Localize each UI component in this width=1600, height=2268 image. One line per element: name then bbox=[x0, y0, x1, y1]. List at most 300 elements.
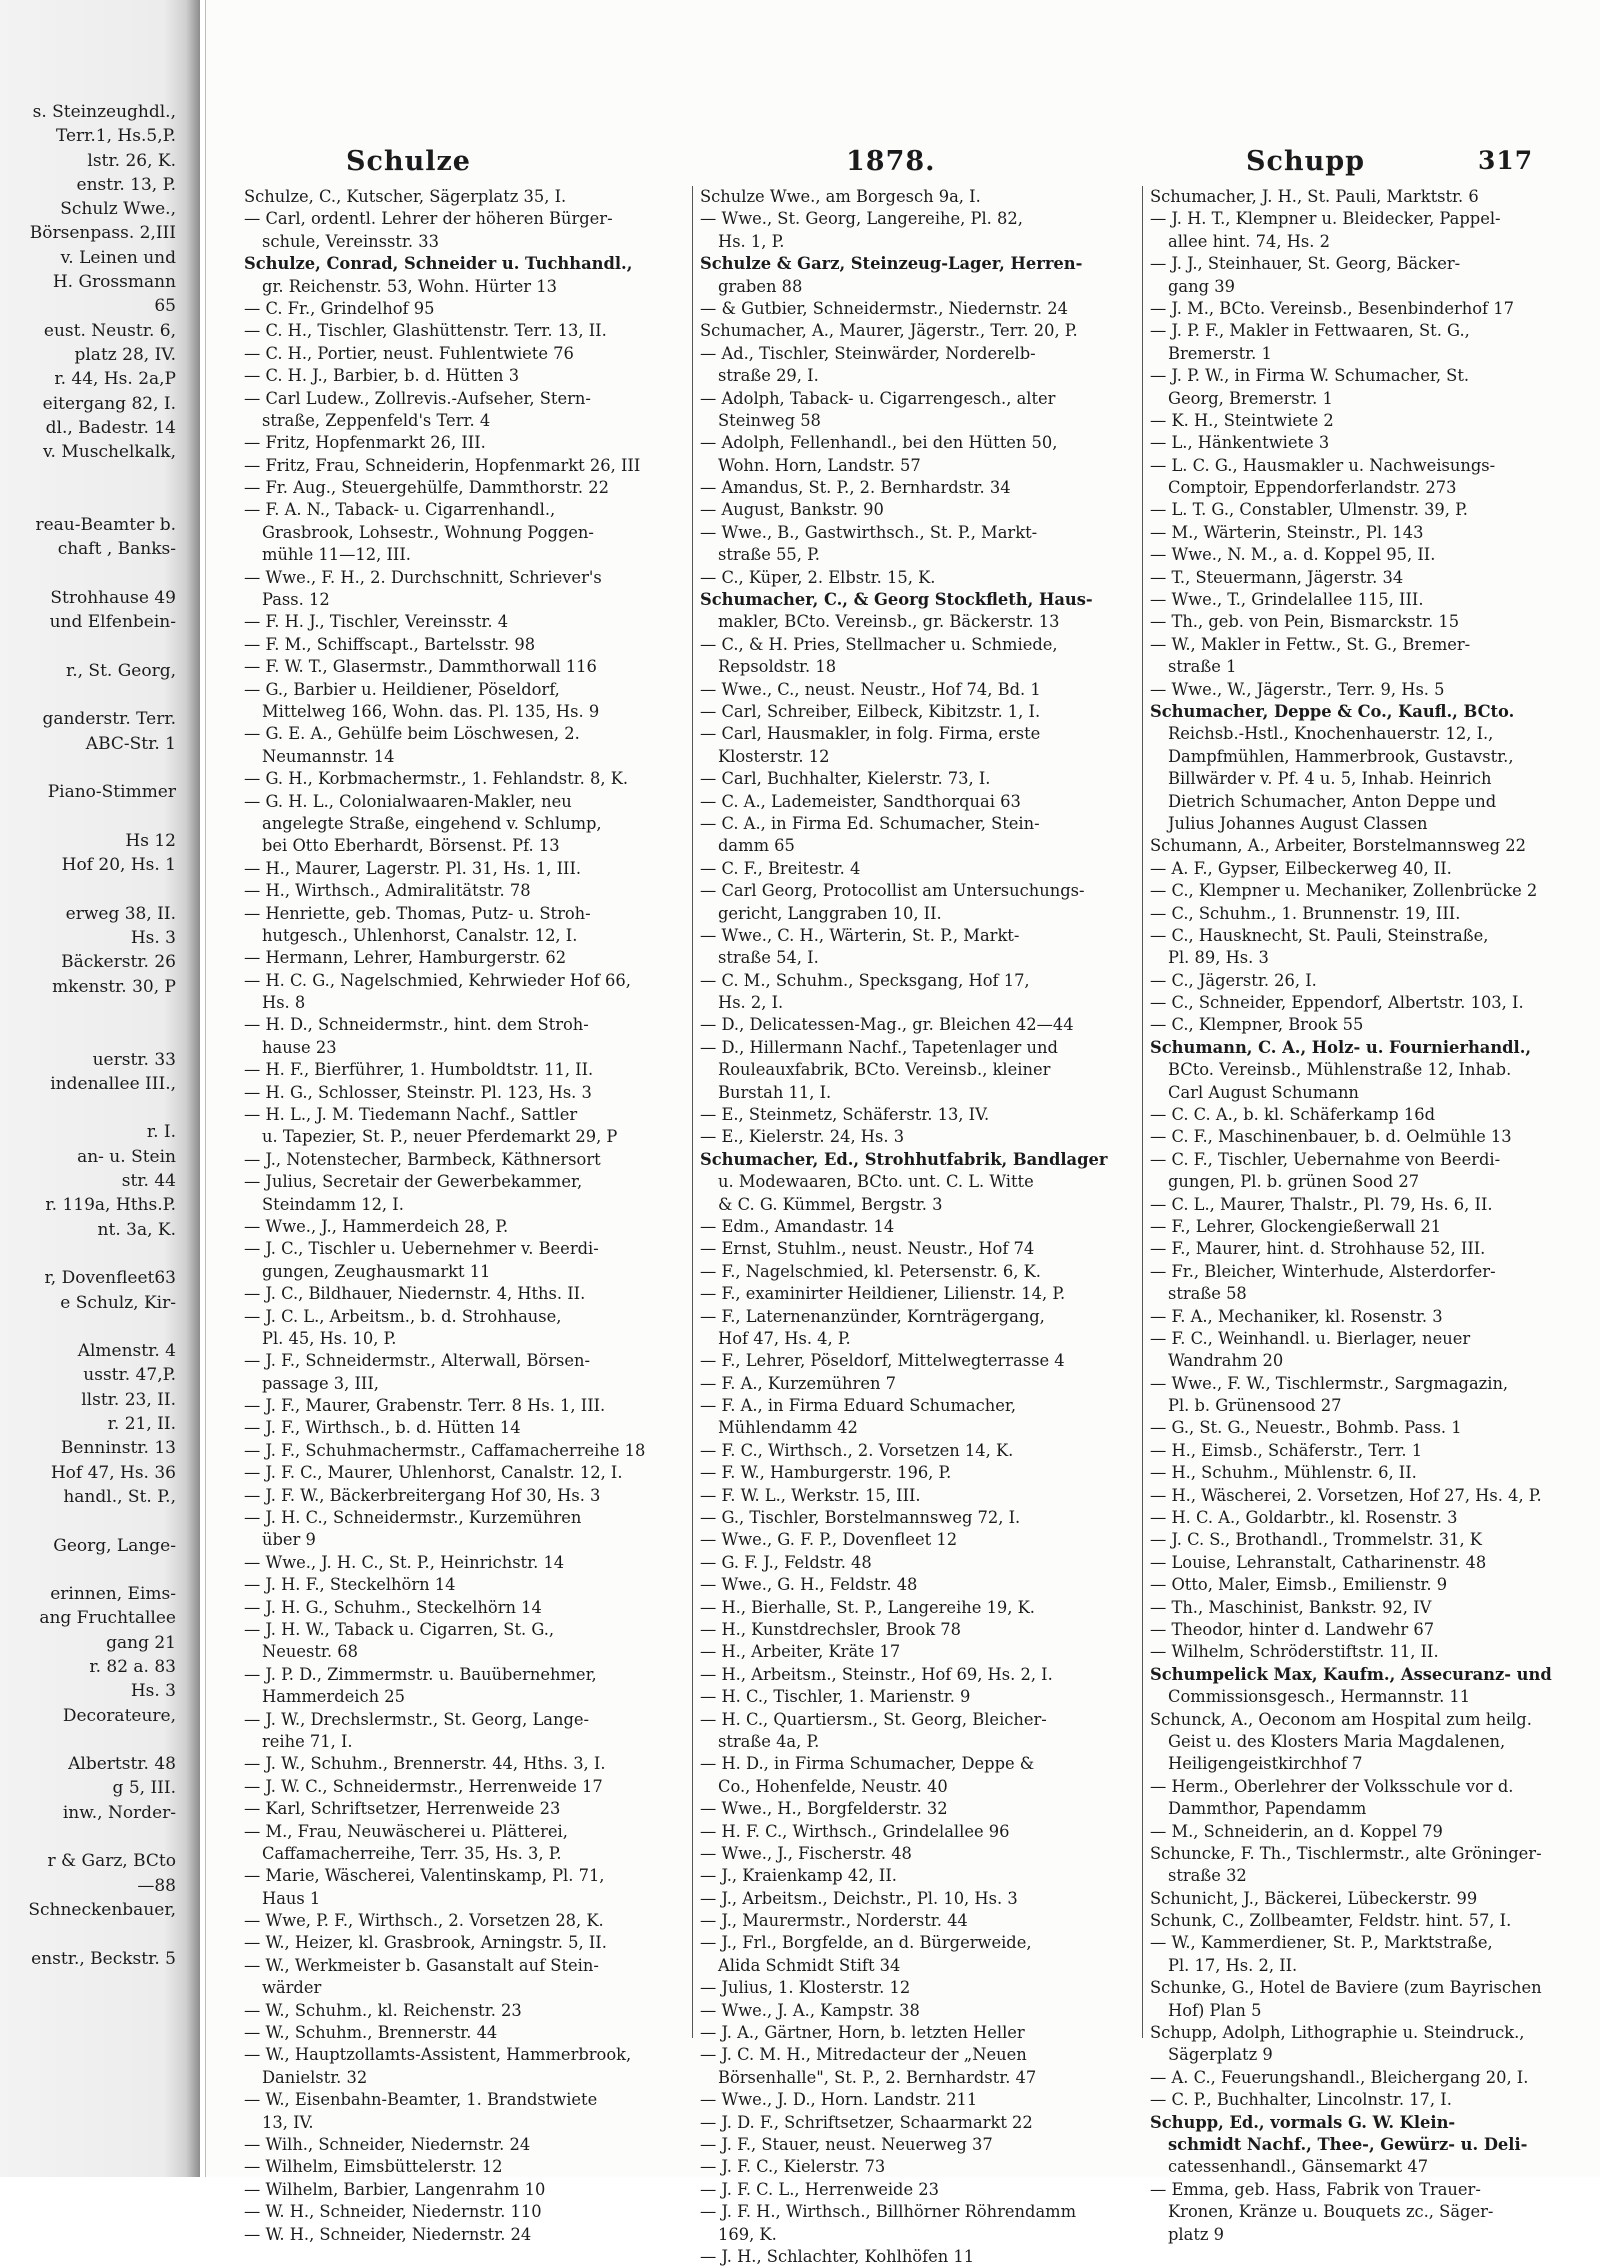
directory-entry-line: — F. A., in Firma Eduard Schumacher, bbox=[700, 1396, 1017, 1416]
left-page-fragment: Piano-Stimmer bbox=[47, 782, 176, 803]
left-page-fragment: enstr. 13, P. bbox=[76, 174, 176, 195]
directory-entry-line: — C. H., Portier, neust. Fuhlentwiete 76 bbox=[244, 343, 574, 363]
left-page-fragment bbox=[0, 464, 186, 488]
directory-entry-line: straße 58 bbox=[1168, 1284, 1247, 1304]
directory-entry-line: — F., Maurer, hint. d. Strohhause 52, III. bbox=[1150, 1239, 1486, 1259]
column-rule bbox=[1142, 186, 1143, 2038]
directory-entry-line: Börsenhalle", St. P., 2. Bernhardstr. 47 bbox=[718, 2067, 1037, 2087]
directory-entry-line: Reichsb.-Hstl., Knochenhauerstr. 12, I., bbox=[1168, 724, 1494, 744]
left-page-fragment: Benninstr. 13 bbox=[60, 1438, 176, 1459]
directory-entry-line: — J. H., Schlachter, Kohlhöfen 11 bbox=[700, 2246, 975, 2266]
directory-entry-line: Carl August Schumann bbox=[1168, 1082, 1359, 1102]
directory-entry-line: — G. H., Korbmachermstr., 1. Fehlandstr. 8, K. bbox=[244, 769, 629, 789]
directory-entry-line: — Ernst, Stuhlm., neust. Neustr., Hof 74 bbox=[700, 1239, 1035, 1259]
directory-entry-line: Alida Schmidt Stift 34 bbox=[718, 1955, 901, 1975]
directory-entry-line: — H., Bierhalle, St. P., Langereihe 19, K. bbox=[700, 1597, 1035, 1617]
directory-entry-line: — J. C. M. H., Mitredacteur der „Neuen bbox=[700, 2045, 1027, 2065]
directory-entry-line: Schumann, A., Arbeiter, Borstelmannsweg 22 bbox=[1150, 836, 1526, 856]
directory-entry-line: Steindamm 12, I. bbox=[262, 1194, 404, 1214]
left-page-fragment: Hs 12 bbox=[125, 830, 176, 851]
directory-entry-line: — W., Kammerdiener, St. P., Marktstraße, bbox=[1150, 1933, 1493, 1953]
directory-entry-line: — M., Schneiderin, an d. Koppel 79 bbox=[1150, 1821, 1443, 1841]
directory-entry-line: Kronen, Kränze u. Bouquets zc., Säger- bbox=[1168, 2202, 1494, 2222]
left-page-fragment: und Elfenbein- bbox=[49, 612, 176, 633]
directory-entry-line: — C., Küper, 2. Elbstr. 15, K. bbox=[700, 567, 936, 587]
directory-entry-line: — H., Wirthsch., Admiralitätstr. 78 bbox=[244, 881, 531, 901]
directory-entry-line: Mühlendamm 42 bbox=[718, 1418, 858, 1438]
directory-entry-line: — C., Klempner, Brook 55 bbox=[1150, 1015, 1364, 1035]
directory-entry-line: — H. C. A., Goldarbtr., kl. Rosenstr. 3 bbox=[1150, 1508, 1458, 1528]
directory-entry-line: — J. C. L., Arbeitsm., b. d. Strohhause, bbox=[244, 1306, 562, 1326]
directory-entry-line: — Fritz, Frau, Schneiderin, Hopfenmarkt 26, III bbox=[244, 455, 641, 475]
left-page-fragment bbox=[0, 1096, 186, 1120]
directory-entry-line: straße 55, P. bbox=[718, 545, 820, 565]
directory-entry-line: Schumacher, J. H., St. Pauli, Marktstr. 6 bbox=[1150, 187, 1479, 206]
directory-entry-line: — Fr., Bleicher, Winterhude, Alsterdorfer- bbox=[1150, 1261, 1496, 1281]
directory-entry-line: Klosterstr. 12 bbox=[718, 746, 830, 766]
directory-entry-line: — J. F., Wirthsch., b. d. Hütten 14 bbox=[244, 1418, 521, 1438]
directory-entry-line: Schumann, C. A., Holz- u. Fournierhandl., bbox=[1150, 1037, 1532, 1057]
directory-entry-line: — Wwe., J., Fischerstr. 48 bbox=[700, 1843, 912, 1863]
directory-entry-line: — Wwe., T., Grindelallee 115, III. bbox=[1150, 590, 1424, 610]
directory-entry-line: u. Modewaaren, BCto. unt. C. L. Witte bbox=[718, 1172, 1034, 1192]
left-page-fragment: ABC-Str. 1 bbox=[85, 733, 176, 754]
directory-entry-line: — Wwe., B., Gastwirthsch., St. P., Markt- bbox=[700, 522, 1038, 542]
directory-entry-line: — J. F. C., Maurer, Uhlenhorst, Canalstr. 12, I. bbox=[244, 1463, 623, 1483]
directory-entry-line: — J. P. F., Makler in Fettwaaren, St. G., bbox=[1150, 321, 1470, 341]
directory-entry-line: — Wwe., G. F. P., Dovenfleet 12 bbox=[700, 1530, 958, 1550]
left-page-fragment: Schneckenbauer, bbox=[28, 1899, 176, 1920]
directory-entry-line: — H., Eimsb., Schäferstr., Terr. 1 bbox=[1150, 1440, 1423, 1460]
directory-entry-line: — Th., geb. von Pein, Bismarckstr. 15 bbox=[1150, 612, 1460, 632]
directory-entry-line: — & Gutbier, Schneidermstr., Niedernstr. 24 bbox=[700, 298, 1068, 318]
directory-entry-line: — J. J., Steinhauer, St. Georg, Bäcker- bbox=[1150, 254, 1461, 274]
directory-entry-line: Burstah 11, I. bbox=[718, 1082, 832, 1102]
directory-entry-line: — H., Arbeiter, Kräte 17 bbox=[700, 1642, 901, 1662]
directory-entry-line: Schunk, C., Zollbeamter, Feldstr. hint. 57, I. bbox=[1150, 1911, 1512, 1931]
left-page-fragment: 65 bbox=[154, 296, 176, 317]
directory-entry-line: — J. F., Stauer, neust. Neuerweg 37 bbox=[700, 2134, 993, 2154]
directory-entry-line: — J. M., BCto. Vereinsb., Besenbinderhof 17 bbox=[1150, 298, 1514, 318]
left-page-fragment: chaft , Banks- bbox=[57, 539, 176, 560]
directory-entry-line: Hs. 2, I. bbox=[718, 993, 784, 1013]
left-page-edge bbox=[0, 0, 200, 2177]
directory-entry-line: — Wilhelm, Eimsbüttelerstr. 12 bbox=[244, 2157, 503, 2177]
directory-entry-line: Neumannstr. 14 bbox=[262, 746, 395, 766]
left-page-fragment: r. 119a, Hths.P. bbox=[45, 1195, 176, 1216]
directory-entry-line: — F. A., Mechaniker, kl. Rosenstr. 3 bbox=[1150, 1306, 1443, 1326]
directory-entry-line: — Marie, Wäscherei, Valentinskamp, Pl. 71, bbox=[244, 1866, 605, 1886]
left-page-fragment: Decorateure, bbox=[62, 1705, 176, 1726]
directory-entry-line: — J. P. W., in Firma W. Schumacher, St. bbox=[1150, 366, 1470, 386]
directory-entry-line: — Karl, Schriftsetzer, Herrenweide 23 bbox=[244, 1799, 561, 1819]
directory-entry-line: — Carl Ludew., Zollrevis.-Aufseher, Stern- bbox=[244, 388, 591, 408]
directory-entry-line: allee hint. 74, Hs. 2 bbox=[1168, 231, 1330, 251]
directory-entry-line: — G., Barbier u. Heildiener, Pöseldorf, bbox=[244, 679, 560, 699]
directory-entry-line: — J. H. G., Schuhm., Steckelhörn 14 bbox=[244, 1597, 542, 1617]
directory-entry-line: Julius Johannes August Classen bbox=[1168, 813, 1428, 833]
directory-entry-line: — W. H., Schneider, Niedernstr. 24 bbox=[244, 2224, 532, 2244]
directory-entry-line: hutgesch., Uhlenhorst, Canalstr. 12, I. bbox=[262, 925, 578, 945]
directory-entry-line: — J. C., Tischler u. Uebernehmer v. Beerdi- bbox=[244, 1239, 599, 1259]
left-page-fragment: s. Steinzeughdl., bbox=[32, 102, 176, 122]
directory-entry-line: — H. D., Schneidermstr., hint. dem Stroh- bbox=[244, 1015, 589, 1035]
directory-entry-line: Hs. 8 bbox=[262, 993, 306, 1013]
directory-entry-line: — Wwe., J. A., Kampstr. 38 bbox=[700, 2000, 920, 2020]
directory-entry-line: — Carl, ordentl. Lehrer der höheren Bürger- bbox=[244, 209, 613, 229]
directory-entry-line: — J. F., Schneidermstr., Alterwall, Börsen- bbox=[244, 1351, 590, 1371]
directory-entry-line: Dampfmühlen, Hammerbrook, Gustavstr., bbox=[1168, 746, 1514, 766]
directory-entry-line: — C. F., Maschinenbauer, b. d. Oelmühle 13 bbox=[1150, 1127, 1512, 1147]
directory-entry-line: — Wwe., J. H. C., St. P., Heinrichstr. 14 bbox=[244, 1552, 565, 1572]
directory-entry-line: Schumacher, A., Maurer, Jägerstr., Terr. 20, P. bbox=[700, 321, 1078, 341]
directory-entry-line: — Wwe., J. D., Horn. Landstr. 211 bbox=[700, 2090, 978, 2110]
directory-entry-line: — L. C. G., Hausmakler u. Nachweisungs- bbox=[1150, 455, 1496, 475]
directory-entry-line: — Wwe., N. M., a. d. Koppel 95, II. bbox=[1150, 545, 1436, 565]
directory-entry-line: — Carl, Buchhalter, Kielerstr. 73, I. bbox=[700, 769, 991, 789]
directory-entry-line: — Carl, Hausmakler, in folg. Firma, erste bbox=[700, 724, 1041, 744]
directory-entry-line: — C. A., Lademeister, Sandthorquai 63 bbox=[700, 791, 1021, 811]
directory-entry-line: Schulze Wwe., am Borgesch 9a, I. bbox=[700, 187, 981, 206]
directory-entry-line: straße 1 bbox=[1168, 657, 1237, 677]
directory-entry-line: — F. W. L., Werkstr. 15, III. bbox=[700, 1485, 921, 1505]
left-page-fragment: erinnen, Eims- bbox=[50, 1584, 176, 1605]
left-page-fragment: Georg, Lange- bbox=[53, 1535, 176, 1556]
directory-entry-line: — F., Nagelschmied, kl. Petersenstr. 6, K. bbox=[700, 1261, 1041, 1281]
left-page-fragment: r., St. Georg, bbox=[65, 660, 176, 681]
directory-entry-line: — J. F. H., Wirthsch., Billhörner Röhrendamm bbox=[700, 2202, 1077, 2222]
directory-entry-line: — C., Jägerstr. 26, I. bbox=[1150, 970, 1317, 990]
directory-entry-line: — Ad., Tischler, Steinwärder, Norderelb- bbox=[700, 343, 1036, 363]
directory-entry-line: & C. G. Kümmel, Bergstr. 3 bbox=[718, 1194, 943, 1214]
left-page-fragment: r. 82 a. 83 bbox=[89, 1657, 176, 1677]
directory-entry-line: — J. F., Schuhmachermstr., Caffamacherreihe 18 bbox=[244, 1440, 646, 1460]
directory-entry-line: — W. H., Schneider, Niedernstr. 110 bbox=[244, 2202, 542, 2222]
directory-entry-line: — Julius, 1. Klosterstr. 12 bbox=[700, 1978, 911, 1998]
directory-entry-line: — J. C. S., Brothandl., Trommelstr. 31, K bbox=[1150, 1530, 1482, 1550]
left-page-fragment: r. I. bbox=[146, 1122, 176, 1143]
directory-entry-line: gang 39 bbox=[1168, 276, 1235, 296]
directory-entry-line: — J. D. F., Schriftsetzer, Schaarmarkt 22 bbox=[700, 2112, 1033, 2132]
left-page-fragment: lstr. 26, K. bbox=[87, 150, 176, 171]
directory-entry-line: gungen, Pl. b. grünen Sood 27 bbox=[1168, 1172, 1420, 1192]
directory-entry-line: — H. C., Quartiersm., St. Georg, Bleicher- bbox=[700, 1709, 1047, 1729]
left-page-fragment: usstr. 47,P. bbox=[83, 1365, 176, 1386]
directory-entry-line: straße 4a, P. bbox=[718, 1731, 820, 1751]
directory-entry-line: — D., Delicatessen-Mag., gr. Bleichen 42—44 bbox=[700, 1015, 1074, 1035]
directory-entry-line: Hs. 1, P. bbox=[718, 231, 785, 251]
directory-entry-line: — J. H. T., Klempner u. Bleidecker, Pappel- bbox=[1150, 209, 1501, 229]
directory-entry-line: — Wwe., C., neust. Neustr., Hof 74, Bd. 1 bbox=[700, 679, 1041, 699]
page-number: 317 bbox=[1478, 146, 1534, 175]
left-page-fragment bbox=[0, 1558, 186, 1582]
directory-entry-line: — Wwe., H., Borgfelderstr. 32 bbox=[700, 1799, 948, 1819]
directory-entry-line: — J. W., Schuhm., Brennerstr. 44, Hths. 3, I. bbox=[244, 1754, 606, 1774]
directory-entry-line: — C., Hausknecht, St. Pauli, Steinstraße, bbox=[1150, 925, 1489, 945]
directory-entry-line: straße 29, I. bbox=[718, 366, 819, 386]
directory-entry-line: gr. Reichenstr. 53, Wohn. Hürter 13 bbox=[262, 276, 557, 296]
directory-entry-line: — Wilhelm, Barbier, Langenrahm 10 bbox=[244, 2179, 546, 2199]
directory-entry-line: — W., Heizer, kl. Grasbrook, Arningstr. 5, II. bbox=[244, 1933, 607, 1953]
left-page-fragment: v. Muschelkalk, bbox=[42, 442, 176, 463]
directory-entry-line: — F. H. J., Tischler, Vereinsstr. 4 bbox=[244, 612, 509, 632]
directory-entry-line: — J. W. C., Schneidermstr., Herrenweide 17 bbox=[244, 1776, 603, 1796]
directory-entry-line: schmidt Nachf., Thee-, Gewürz- u. Deli- bbox=[1168, 2134, 1528, 2154]
directory-entry-line: makler, BCto. Vereinsb., gr. Bäckerstr. 13 bbox=[718, 612, 1060, 632]
directory-entry-line: 169, K. bbox=[718, 2224, 777, 2244]
left-page-fragment: inw., Norder- bbox=[62, 1802, 176, 1823]
directory-entry-line: catessenhandl., Gänsemarkt 47 bbox=[1168, 2157, 1429, 2177]
left-page-fragment: nt. 3a, K. bbox=[97, 1219, 176, 1240]
directory-entry-line: — Wwe., F. H., 2. Durchschnitt, Schriever's bbox=[244, 567, 602, 587]
directory-entry-line: — H., Arbeitsm., Steinstr., Hof 69, Hs. 2, I. bbox=[700, 1664, 1053, 1684]
left-page-fragment bbox=[0, 1315, 186, 1339]
directory-entry-line: Georg, Bremerstr. 1 bbox=[1168, 388, 1333, 408]
left-page-fragment bbox=[0, 562, 186, 586]
directory-entry-line: Schulze & Garz, Steinzeug-Lager, Herren- bbox=[700, 254, 1083, 274]
directory-entry-line: — H., Kunstdrechsler, Brook 78 bbox=[700, 1620, 961, 1639]
directory-entry-line: — H. G., Schlosser, Steinstr. Pl. 123, Hs. 3 bbox=[244, 1082, 592, 1102]
directory-entry-line: Sägerplatz 9 bbox=[1168, 2045, 1273, 2065]
left-page-fragment: mkenstr. 30, P bbox=[52, 976, 176, 997]
directory-entry-line: — H., Maurer, Lagerstr. Pl. 31, Hs. 1, III. bbox=[244, 858, 582, 878]
left-page-fragment bbox=[0, 1922, 186, 1946]
column-3 bbox=[1150, 186, 1586, 2246]
directory-entry-line: — C. M., Schuhm., Specksgang, Hof 17, bbox=[700, 970, 1030, 990]
directory-entry-line: — F., Lehrer, Pöseldorf, Mittelwegterrasse 4 bbox=[700, 1351, 1065, 1371]
directory-entry-line: — E., Steinmetz, Schäferstr. 13, IV. bbox=[700, 1105, 990, 1125]
left-page-fragment: Terr.1, Hs.5,P. bbox=[55, 126, 176, 147]
directory-entry-line: straße 32 bbox=[1168, 1866, 1247, 1886]
directory-entry-line: schule, Vereinsstr. 33 bbox=[262, 231, 439, 251]
directory-entry-line: Caffamacherreihe, Terr. 35, Hs. 3, P. bbox=[262, 1843, 562, 1863]
directory-entry-line: Pass. 12 bbox=[262, 590, 330, 610]
directory-entry-line: — F. M., Schiffscapt., Bartelsstr. 98 bbox=[244, 634, 536, 654]
left-page-fragment: Hs. 3 bbox=[130, 928, 176, 949]
directory-entry-line: platz 9 bbox=[1168, 2224, 1224, 2244]
directory-entry-line: — J. C., Bildhauer, Niedernstr. 4, Hths. II. bbox=[244, 1284, 586, 1304]
directory-entry-line: — J., Notenstecher, Barmbeck, Käthnersort bbox=[244, 1149, 601, 1169]
left-page-fragment: r. 21, II. bbox=[107, 1414, 176, 1435]
directory-entry-line: — H. C., Tischler, 1. Marienstr. 9 bbox=[700, 1687, 971, 1707]
directory-entry-line: — Emma, geb. Hass, Fabrik von Trauer- bbox=[1150, 2179, 1481, 2199]
directory-entry-line: — Wwe., St. Georg, Langereihe, Pl. 82, bbox=[700, 209, 1023, 229]
directory-entry-line: — H. D., in Firma Schumacher, Deppe & bbox=[700, 1754, 1035, 1774]
directory-entry-line: Pl. 17, Hs. 2, II. bbox=[1168, 1955, 1298, 1975]
directory-entry-line: — J. F. W., Bäckerbreitergang Hof 30, Hs. 3 bbox=[244, 1485, 601, 1505]
directory-entry-line: — C., Schuhm., 1. Brunnenstr. 19, III. bbox=[1150, 903, 1461, 923]
left-page-fragment bbox=[0, 1728, 186, 1752]
left-page-fragment: platz 28, IV. bbox=[74, 344, 176, 365]
left-page-fragment bbox=[0, 489, 186, 513]
left-page-fragment: Hof 20, Hs. 1 bbox=[61, 855, 176, 876]
directory-entry-line: — Carl Georg, Protocollist am Untersuchungs- bbox=[700, 881, 1085, 901]
directory-entry-line: wärder bbox=[262, 1978, 322, 1998]
directory-entry-line: — J., Kraienkamp 42, II. bbox=[700, 1866, 897, 1886]
directory-entry-line: — F. A., Kurzemühren 7 bbox=[700, 1373, 896, 1393]
left-page-fragment: eitergang 82, I. bbox=[42, 393, 176, 414]
directory-entry-line: straße, Zeppenfeld's Terr. 4 bbox=[262, 410, 491, 430]
left-page-fragment: ang Fruchtallee bbox=[39, 1608, 176, 1629]
directory-entry-line: — F., Lehrer, Glockengießerwall 21 bbox=[1150, 1216, 1442, 1236]
directory-entry-line: Schupp, Adolph, Lithographie u. Steindruck., bbox=[1150, 2023, 1525, 2043]
directory-entry-line: — T., Steuermann, Jägerstr. 34 bbox=[1150, 567, 1404, 587]
directory-entry-line: — C. P., Buchhalter, Lincolnstr. 17, I. bbox=[1150, 2090, 1452, 2110]
directory-entry-line: — W., Schuhm., kl. Reichenstr. 23 bbox=[244, 2000, 522, 2020]
directory-entry-line: Wohn. Horn, Landstr. 57 bbox=[718, 455, 921, 475]
left-page-fragment: v. Leinen und bbox=[60, 247, 176, 268]
directory-entry-line: — F. W. T., Glasermstr., Dammthorwall 116 bbox=[244, 657, 597, 677]
left-page-fragment: H. Grossmann bbox=[52, 272, 176, 293]
directory-entry-line: Hammerdeich 25 bbox=[262, 1687, 405, 1707]
directory-entry-line: Rouleauxfabrik, BCto. Vereinsb., kleiner bbox=[718, 1060, 1051, 1080]
directory-entry-line: — C., & H. Pries, Stellmacher u. Schmiede, bbox=[700, 634, 1058, 654]
directory-entry-line: reihe 71, I. bbox=[262, 1731, 353, 1751]
directory-entry-line: — August, Bankstr. 90 bbox=[700, 500, 884, 520]
directory-entry-line: Neuestr. 68 bbox=[262, 1642, 358, 1662]
directory-entry-line: — H., Schuhm., Mühlenstr. 6, II. bbox=[1150, 1463, 1417, 1483]
directory-entry-line: Mittelweg 166, Wohn. das. Pl. 135, Hs. 9 bbox=[262, 701, 600, 721]
directory-entry-line: angelegte Straße, eingehend v. Schlump, bbox=[262, 813, 602, 833]
directory-entry-line: Schumpelick Max, Kaufm., Assecuranz- und bbox=[1150, 1664, 1552, 1684]
directory-entry-line: — F., Laternenanzünder, Kornträgergang, bbox=[700, 1306, 1045, 1326]
directory-entry-line: Dammthor, Papendamm bbox=[1168, 1799, 1367, 1819]
left-page-fragment: r, Dovenfleet63 bbox=[44, 1268, 176, 1289]
directory-entry-line: — A. C., Feuerungshandl., Bleichergang 20, I. bbox=[1150, 2067, 1529, 2087]
left-page-fragment: enstr., Beckstr. 5 bbox=[31, 1948, 176, 1969]
directory-entry-line: — J. W., Drechslermstr., St. Georg, Lange- bbox=[244, 1709, 590, 1729]
directory-entry-line: — Louise, Lehranstalt, Catharinenstr. 48 bbox=[1150, 1552, 1487, 1572]
left-page-fragment: gang 21 bbox=[106, 1632, 176, 1653]
left-page-fragment bbox=[0, 1023, 186, 1047]
directory-entry-line: Co., Hohenfelde, Neustr. 40 bbox=[718, 1776, 948, 1796]
left-page-fragment: Schulz Wwe., bbox=[60, 199, 176, 220]
directory-entry-line: — Adolph, Fellenhandl., bei den Hütten 50, bbox=[700, 433, 1058, 453]
directory-entry-line: — Theodor, hinter d. Landwehr 67 bbox=[1150, 1620, 1435, 1639]
running-head-year: 1878. bbox=[846, 146, 936, 177]
directory-entry-line: — C. F., Breitestr. 4 bbox=[700, 858, 861, 878]
left-page-fragment: —88 bbox=[137, 1875, 176, 1896]
directory-entry-line: — H. L., J. M. Tiedemann Nachf., Sattler bbox=[244, 1105, 578, 1125]
directory-entry-line: — F. C., Weinhandl. u. Bierlager, neuer bbox=[1150, 1328, 1471, 1348]
directory-entry-line: — J. P. D., Zimmermstr. u. Bauübernehmer, bbox=[244, 1664, 597, 1684]
directory-entry-line: Grasbrook, Lohsestr., Wohnung Poggen- bbox=[262, 522, 594, 542]
directory-entry-line: — C. A., in Firma Ed. Schumacher, Stein- bbox=[700, 813, 1040, 833]
directory-entry-line: — M., Wärterin, Steinstr., Pl. 143 bbox=[1150, 522, 1424, 542]
left-page-fragment bbox=[0, 1509, 186, 1533]
directory-entry-line: Danielstr. 32 bbox=[262, 2067, 368, 2087]
directory-entry-line: — Wilh., Schneider, Niedernstr. 24 bbox=[244, 2134, 531, 2154]
directory-entry-line: gungen, Zeughausmarkt 11 bbox=[262, 1261, 491, 1281]
left-page-text bbox=[0, 100, 186, 2080]
left-page-fragment: Strohhause 49 bbox=[50, 587, 176, 608]
directory-entry-line: Hof 47, Hs. 4, P. bbox=[718, 1328, 851, 1348]
directory-entry-line: über 9 bbox=[262, 1530, 316, 1550]
directory-entry-line: — F. W., Hamburgerstr. 196, P. bbox=[700, 1463, 952, 1483]
directory-page bbox=[205, 0, 1600, 2266]
left-page-fragment: dl., Badestr. 14 bbox=[45, 417, 176, 438]
directory-entry-line: damm 65 bbox=[718, 836, 795, 856]
directory-entry-line: — C. Fr., Grindelhof 95 bbox=[244, 298, 435, 318]
directory-entry-line: — J. H. F., Steckelhörn 14 bbox=[244, 1575, 456, 1595]
directory-entry-line: u. Tapezier, St. P., neuer Pferdemarkt 29, P bbox=[262, 1127, 618, 1147]
directory-entry-line: Billwärder v. Pf. 4 u. 5, Inhab. Heinrich bbox=[1168, 769, 1492, 789]
directory-entry-line: Hof) Plan 5 bbox=[1168, 2000, 1262, 2020]
directory-entry-line: — C., Klempner u. Mechaniker, Zollenbrücke 2 bbox=[1150, 881, 1538, 901]
left-page-fragment: str. 44 bbox=[121, 1171, 176, 1192]
running-head-left: Schulze bbox=[346, 146, 471, 177]
left-page-fragment bbox=[0, 683, 186, 707]
directory-entry-line: — J. A., Gärtner, Horn, b. letzten Heller bbox=[700, 2023, 1025, 2043]
directory-entry-line: — K. H., Steintwiete 2 bbox=[1150, 410, 1334, 430]
directory-entry-line: Wandrahm 20 bbox=[1168, 1351, 1284, 1371]
directory-entry-line: — J., Frl., Borgfelde, an d. Bürgerweide, bbox=[700, 1933, 1032, 1953]
directory-entry-line: bei Otto Eberhardt, Börsenst. Pf. 13 bbox=[262, 836, 560, 856]
directory-entry-line: Steinweg 58 bbox=[718, 410, 821, 430]
directory-entry-line: Schuncke, F. Th., Tischlermstr., alte Gröninger- bbox=[1150, 1843, 1542, 1863]
left-page-fragment bbox=[0, 805, 186, 829]
directory-entry-line: Pl. b. Grünensood 27 bbox=[1168, 1396, 1342, 1416]
directory-entry-line: — J. F., Maurer, Grabenstr. Terr. 8 Hs. 1, III. bbox=[244, 1396, 606, 1416]
directory-entry-line: — G., St. G., Neuestr., Bohmb. Pass. 1 bbox=[1150, 1418, 1462, 1438]
left-page-fragment: Bäckerstr. 26 bbox=[61, 952, 176, 973]
left-page-fragment: g 5, III. bbox=[112, 1778, 176, 1799]
directory-entry-line: Repsoldstr. 18 bbox=[718, 657, 837, 677]
directory-entry-line: — Herm., Oberlehrer der Volksschule vor d. bbox=[1150, 1776, 1514, 1796]
left-page-fragment: reau-Beamter b. bbox=[35, 515, 176, 536]
directory-entry-line: — F. C., Wirthsch., 2. Vorsetzen 14, K. bbox=[700, 1440, 1014, 1460]
left-page-fragment bbox=[0, 1242, 186, 1266]
directory-entry-line: Schupp, Ed., vormals G. W. Klein- bbox=[1150, 2112, 1456, 2132]
directory-entry-line: — J. F. C., Kielerstr. 73 bbox=[700, 2157, 886, 2177]
directory-entry-line: — W., Eisenbahn-Beamter, 1. Brandstwiete bbox=[244, 2090, 598, 2110]
directory-entry-line: Comptoir, Eppendorferlandstr. 273 bbox=[1168, 478, 1457, 498]
directory-entry-line: — Wwe., J., Hammerdeich 28, P. bbox=[244, 1216, 509, 1236]
directory-entry-line: — W., Werkmeister b. Gasanstalt auf Stein- bbox=[244, 1955, 599, 1975]
directory-entry-line: — Th., Maschinist, Bankstr. 92, IV bbox=[1150, 1597, 1432, 1617]
directory-entry-line: passage 3, III, bbox=[262, 1373, 379, 1393]
directory-entry-line: 13, IV. bbox=[262, 2112, 314, 2132]
left-page-fragment bbox=[0, 635, 186, 659]
left-page-fragment bbox=[0, 756, 186, 780]
directory-entry-line: — Fr. Aug., Steuergehülfe, Dammthorstr. 22 bbox=[244, 478, 609, 498]
directory-entry-line: Schunke, G., Hotel de Baviere (zum Bayrischen bbox=[1150, 1978, 1542, 1998]
directory-entry-line: — L. T. G., Constabler, Ulmenstr. 39, P. bbox=[1150, 500, 1468, 520]
directory-entry-line: — C. L., Maurer, Thalstr., Pl. 79, Hs. 6, II. bbox=[1150, 1194, 1493, 1214]
directory-entry-line: — Amandus, St. P., 2. Bernhardstr. 34 bbox=[700, 478, 1011, 498]
directory-entry-line: — J., Arbeitsm., Deichstr., Pl. 10, Hs. 3 bbox=[700, 1888, 1018, 1908]
directory-entry-line: — Adolph, Taback- u. Cigarrengesch., alter bbox=[700, 388, 1056, 408]
directory-entry-line: — J., Maurermstr., Norderstr. 44 bbox=[700, 1911, 968, 1931]
left-page-fragment: Albertstr. 48 bbox=[68, 1754, 176, 1775]
directory-entry-line: — H. F. C., Wirthsch., Grindelallee 96 bbox=[700, 1821, 1010, 1841]
directory-entry-line: — L., Hänkentwiete 3 bbox=[1150, 433, 1330, 453]
directory-entry-line: — Wilhelm, Schröderstiftstr. 11, II. bbox=[1150, 1642, 1439, 1662]
directory-entry-line: — Wwe., W., Jägerstr., Terr. 9, Hs. 5 bbox=[1150, 679, 1445, 699]
directory-entry-line: — D., Hillermann Nachf., Tapetenlager und bbox=[700, 1037, 1058, 1057]
left-page-fragment: erweg 38, II. bbox=[65, 903, 176, 924]
directory-entry-line: — J. H. C., Schneidermstr., Kurzemühren bbox=[244, 1508, 582, 1528]
directory-entry-line: graben 88 bbox=[718, 276, 803, 296]
directory-entry-line: — Carl, Schreiber, Eilbeck, Kibitzstr. 1, I. bbox=[700, 701, 1041, 721]
left-page-fragment bbox=[0, 1825, 186, 1849]
directory-entry-line: — W., Makler in Fettw., St. G., Bremer- bbox=[1150, 634, 1471, 654]
directory-entry-line: — C., Schneider, Eppendorf, Albertstr. 103, I. bbox=[1150, 993, 1524, 1013]
directory-entry-line: straße 54, I. bbox=[718, 948, 819, 968]
left-page-fragment: ganderstr. Terr. bbox=[42, 709, 176, 730]
directory-entry-line: Schumacher, Ed., Strohhutfabrik, Bandlager bbox=[700, 1149, 1108, 1169]
left-page-fragment bbox=[0, 878, 186, 902]
